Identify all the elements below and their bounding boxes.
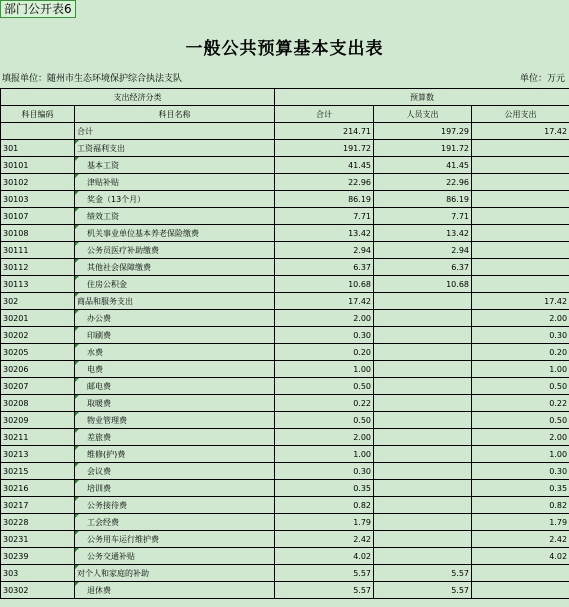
row-total-cell: 6.37 — [275, 259, 374, 276]
row-public-cell — [472, 259, 569, 276]
table-row — [1, 174, 569, 191]
row-name-cell: 奖金（13个月） — [75, 191, 275, 208]
row-public-cell: 0.20 — [472, 344, 569, 361]
row-code-cell: 30101 — [1, 157, 75, 174]
row-public-cell: 17.42 — [472, 293, 569, 310]
row-total-cell: 86.19 — [275, 191, 374, 208]
row-name-cell: 其他社会保障缴费 — [75, 259, 275, 276]
table-row — [1, 293, 569, 310]
header-name: 科目名称 — [75, 106, 275, 123]
row-personnel-cell: 191.72 — [374, 140, 472, 157]
row-personnel-cell — [374, 446, 472, 463]
row-personnel-cell: 86.19 — [374, 191, 472, 208]
table-row — [1, 242, 569, 259]
row-total-cell: 4.02 — [275, 548, 374, 565]
row-code-cell: 30102 — [1, 174, 75, 191]
row-public-cell: 0.50 — [472, 412, 569, 429]
row-code-cell: 30209 — [1, 412, 75, 429]
table-row — [1, 429, 569, 446]
row-public-cell: 1.00 — [472, 446, 569, 463]
row-name-cell: 退休费 — [75, 582, 275, 599]
row-personnel-cell: 5.57 — [374, 565, 472, 582]
row-personnel-cell — [374, 463, 472, 480]
row-code-cell: 30207 — [1, 378, 75, 395]
row-total-cell: 214.71 — [275, 123, 374, 140]
row-public-cell: 0.30 — [472, 463, 569, 480]
table-row — [1, 344, 569, 361]
row-personnel-cell: 197.29 — [374, 123, 472, 140]
row-public-cell — [472, 208, 569, 225]
header-code: 科目编码 — [1, 106, 75, 123]
table-row — [1, 140, 569, 157]
row-code-cell: 30208 — [1, 395, 75, 412]
header-row-columns — [1, 106, 569, 123]
row-public-cell: 0.22 — [472, 395, 569, 412]
row-total-cell: 13.42 — [275, 225, 374, 242]
table-row — [1, 548, 569, 565]
row-public-cell: 2.00 — [472, 429, 569, 446]
table-row — [1, 446, 569, 463]
row-code-cell: 30201 — [1, 310, 75, 327]
row-name-cell: 工会经费 — [75, 514, 275, 531]
table-row — [1, 565, 569, 582]
row-public-cell: 2.42 — [472, 531, 569, 548]
table-row — [1, 378, 569, 395]
row-code-cell: 30103 — [1, 191, 75, 208]
row-personnel-cell — [374, 412, 472, 429]
row-code-cell: 30107 — [1, 208, 75, 225]
table-row — [1, 191, 569, 208]
row-personnel-cell — [374, 514, 472, 531]
row-total-cell: 0.30 — [275, 327, 374, 344]
row-personnel-cell — [374, 548, 472, 565]
table-row — [1, 412, 569, 429]
row-public-cell — [472, 140, 569, 157]
row-public-cell: 0.30 — [472, 327, 569, 344]
row-total-cell: 5.57 — [275, 582, 374, 599]
row-personnel-cell — [374, 361, 472, 378]
row-total-cell: 2.00 — [275, 310, 374, 327]
row-public-cell — [472, 157, 569, 174]
row-name-cell: 会议费 — [75, 463, 275, 480]
table-row — [1, 310, 569, 327]
row-public-cell: 2.00 — [472, 310, 569, 327]
row-personnel-cell — [374, 531, 472, 548]
row-personnel-cell — [374, 310, 472, 327]
row-total-cell: 0.20 — [275, 344, 374, 361]
row-code-cell: 30215 — [1, 463, 75, 480]
table-row — [1, 208, 569, 225]
table-row — [1, 531, 569, 548]
reporting-unit: 填报单位：随州市生态环境保护综合执法支队 — [2, 74, 183, 84]
header-budget-amount: 预算数 — [275, 89, 569, 106]
row-personnel-cell: 10.68 — [374, 276, 472, 293]
row-code-cell: 30202 — [1, 327, 75, 344]
row-public-cell — [472, 276, 569, 293]
row-total-cell: 0.82 — [275, 497, 374, 514]
row-public-cell — [472, 582, 569, 599]
row-public-cell — [472, 242, 569, 259]
row-personnel-cell: 2.94 — [374, 242, 472, 259]
row-code-cell: 301 — [1, 140, 75, 157]
row-code-cell: 30216 — [1, 480, 75, 497]
header-total: 合计 — [275, 106, 374, 123]
row-name-cell: 电费 — [75, 361, 275, 378]
currency-unit: 单位：万元 — [519, 74, 565, 84]
row-code-cell: 30206 — [1, 361, 75, 378]
table-row — [1, 463, 569, 480]
page-title: 一般公共预算基本支出表 — [185, 39, 384, 59]
row-code-cell: 303 — [1, 565, 75, 582]
row-total-cell: 41.45 — [275, 157, 374, 174]
table-row — [1, 276, 569, 293]
row-total-cell: 5.57 — [275, 565, 374, 582]
row-code-cell: 30211 — [1, 429, 75, 446]
row-code-cell: 30213 — [1, 446, 75, 463]
row-name-cell: 住房公积金 — [75, 276, 275, 293]
row-public-cell — [472, 191, 569, 208]
row-code-cell — [1, 123, 75, 140]
row-personnel-cell — [374, 344, 472, 361]
row-code-cell: 302 — [1, 293, 75, 310]
row-name-cell: 公务用车运行维护费 — [75, 531, 275, 548]
row-name-cell: 对个人和家庭的补助 — [75, 565, 275, 582]
table-row — [1, 395, 569, 412]
row-personnel-cell: 41.45 — [374, 157, 472, 174]
row-personnel-cell — [374, 497, 472, 514]
row-public-cell: 4.02 — [472, 548, 569, 565]
row-name-cell: 差旅费 — [75, 429, 275, 446]
row-name-cell: 公务交通补贴 — [75, 548, 275, 565]
row-name-cell: 工资福利支出 — [75, 140, 275, 157]
row-personnel-cell: 7.71 — [374, 208, 472, 225]
row-name-cell: 基本工资 — [75, 157, 275, 174]
row-total-cell: 17.42 — [275, 293, 374, 310]
table-row — [1, 123, 569, 140]
row-total-cell: 1.00 — [275, 361, 374, 378]
header-row-group — [1, 89, 569, 106]
row-total-cell: 0.22 — [275, 395, 374, 412]
row-total-cell: 191.72 — [275, 140, 374, 157]
table-row — [1, 514, 569, 531]
row-name-cell: 合计 — [75, 123, 275, 140]
row-name-cell: 邮电费 — [75, 378, 275, 395]
row-name-cell: 水费 — [75, 344, 275, 361]
row-personnel-cell: 22.96 — [374, 174, 472, 191]
row-total-cell: 7.71 — [275, 208, 374, 225]
row-total-cell: 0.35 — [275, 480, 374, 497]
table-row — [1, 225, 569, 242]
row-name-cell: 办公费 — [75, 310, 275, 327]
row-code-cell: 30113 — [1, 276, 75, 293]
budget-table — [0, 88, 569, 599]
row-public-cell: 1.00 — [472, 361, 569, 378]
row-personnel-cell: 13.42 — [374, 225, 472, 242]
row-total-cell: 0.50 — [275, 378, 374, 395]
row-code-cell: 30239 — [1, 548, 75, 565]
row-total-cell: 2.00 — [275, 429, 374, 446]
row-public-cell — [472, 174, 569, 191]
table-row — [1, 480, 569, 497]
row-name-cell: 公务员医疗补助缴费 — [75, 242, 275, 259]
row-public-cell: 0.50 — [472, 378, 569, 395]
row-personnel-cell — [374, 429, 472, 446]
table-row — [1, 497, 569, 514]
row-total-cell: 0.30 — [275, 463, 374, 480]
row-code-cell: 30108 — [1, 225, 75, 242]
header-public: 公用支出 — [472, 106, 569, 123]
row-personnel-cell — [374, 327, 472, 344]
row-public-cell — [472, 565, 569, 582]
row-code-cell: 30111 — [1, 242, 75, 259]
row-personnel-cell: 5.57 — [374, 582, 472, 599]
row-name-cell: 公务接待费 — [75, 497, 275, 514]
row-public-cell: 1.79 — [472, 514, 569, 531]
table-row — [1, 259, 569, 276]
table-row — [1, 327, 569, 344]
row-public-cell: 17.42 — [472, 123, 569, 140]
row-code-cell: 30302 — [1, 582, 75, 599]
row-total-cell: 1.00 — [275, 446, 374, 463]
sheet-tab-label[interactable]: 部门公开表6 — [0, 0, 76, 18]
row-name-cell: 商品和服务支出 — [75, 293, 275, 310]
row-total-cell: 1.79 — [275, 514, 374, 531]
row-name-cell: 培训费 — [75, 480, 275, 497]
row-name-cell: 印刷费 — [75, 327, 275, 344]
row-public-cell — [472, 225, 569, 242]
row-personnel-cell: 6.37 — [374, 259, 472, 276]
row-code-cell: 30112 — [1, 259, 75, 276]
row-code-cell: 30205 — [1, 344, 75, 361]
row-total-cell: 0.50 — [275, 412, 374, 429]
row-personnel-cell — [374, 293, 472, 310]
row-total-cell: 2.42 — [275, 531, 374, 548]
table-row — [1, 361, 569, 378]
table-row — [1, 582, 569, 599]
row-public-cell: 0.35 — [472, 480, 569, 497]
row-public-cell: 0.82 — [472, 497, 569, 514]
header-personnel: 人员支出 — [374, 106, 472, 123]
row-personnel-cell — [374, 378, 472, 395]
row-total-cell: 22.96 — [275, 174, 374, 191]
row-total-cell: 2.94 — [275, 242, 374, 259]
row-personnel-cell — [374, 395, 472, 412]
row-name-cell: 津贴补贴 — [75, 174, 275, 191]
row-total-cell: 10.68 — [275, 276, 374, 293]
table-row — [1, 157, 569, 174]
row-personnel-cell — [374, 480, 472, 497]
row-name-cell: 绩效工资 — [75, 208, 275, 225]
row-code-cell: 30217 — [1, 497, 75, 514]
row-name-cell: 物业管理费 — [75, 412, 275, 429]
header-economic-classification: 支出经济分类 — [1, 89, 275, 106]
row-code-cell: 30231 — [1, 531, 75, 548]
row-code-cell: 30228 — [1, 514, 75, 531]
row-name-cell: 机关事业单位基本养老保险缴费 — [75, 225, 275, 242]
row-name-cell: 维修(护)费 — [75, 446, 275, 463]
row-name-cell: 取暖费 — [75, 395, 275, 412]
